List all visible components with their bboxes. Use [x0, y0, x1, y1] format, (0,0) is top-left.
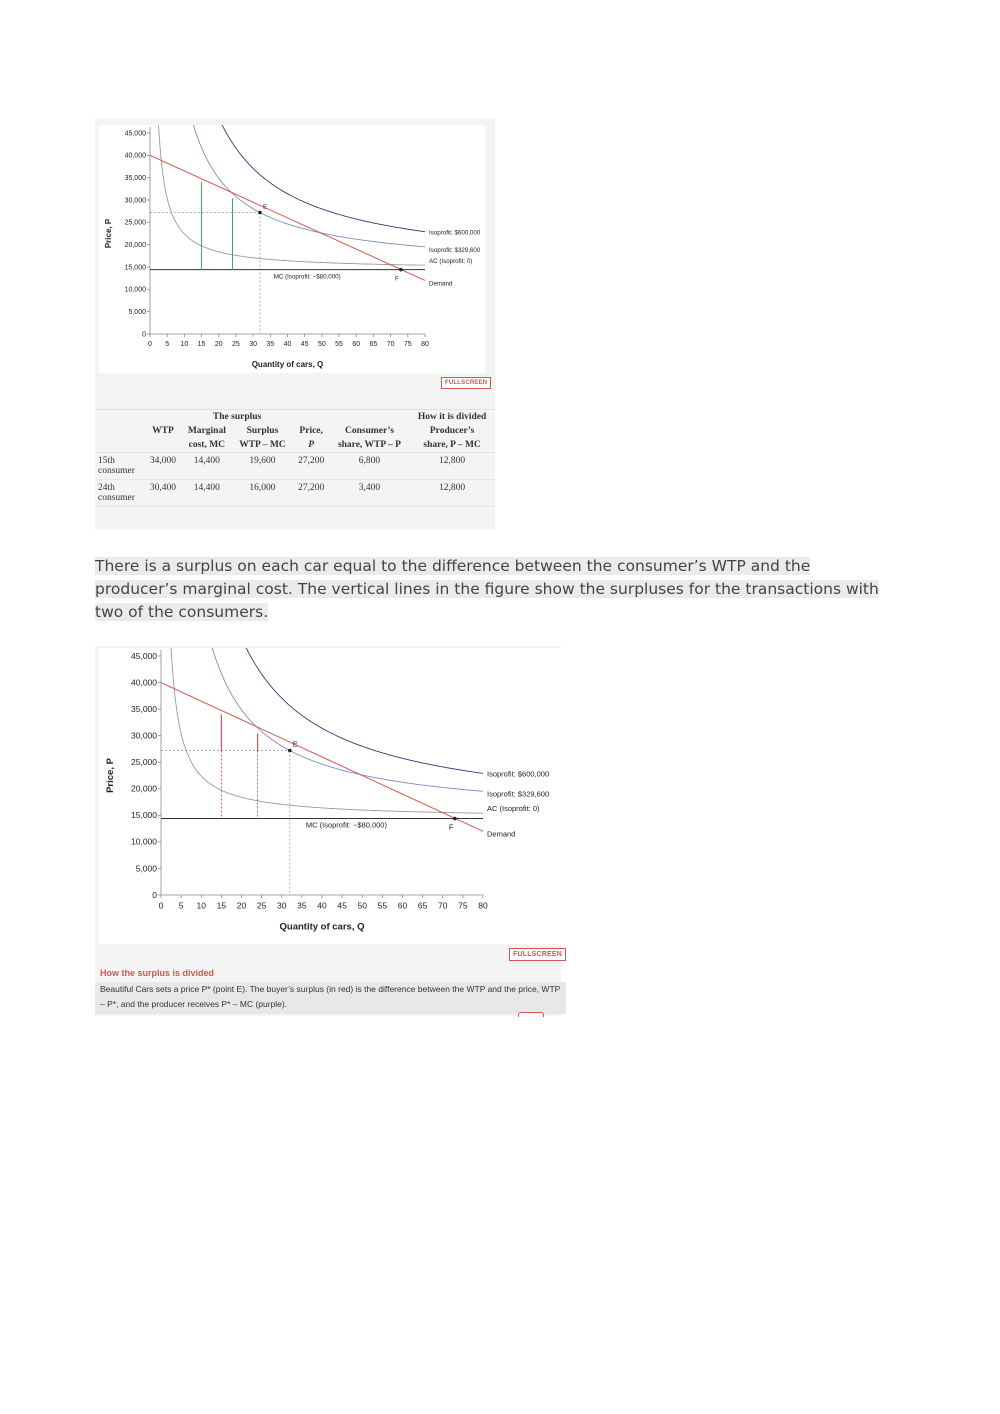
surplus-chart-2	[99, 648, 561, 944]
x-tick-label: 65	[369, 341, 378, 348]
col-surplus-2: WTP – MC	[232, 438, 292, 453]
x-tick-label: 35	[297, 900, 307, 911]
x-tick-label: 5	[178, 900, 184, 911]
y-tick-label: 10,000	[131, 836, 157, 847]
x-tick-label: 5	[165, 341, 170, 348]
cell-consumer: 3,400	[330, 480, 410, 507]
cell-mc: 14,400	[182, 453, 233, 480]
y-tick-label: 15,000	[124, 264, 146, 272]
col-mc-2: cost, MC	[182, 438, 233, 453]
x-tick-label: 20	[236, 900, 247, 911]
isoprofit-600000-curve	[193, 648, 483, 773]
y-tick-label: 15,000	[131, 810, 157, 821]
x-tick-label: 10	[196, 900, 206, 911]
surplus-table	[95, 409, 495, 507]
cell-producer: 12,800	[409, 480, 495, 507]
demand-label: Demand	[429, 280, 453, 288]
x-tick-label: 40	[283, 341, 292, 348]
ac-label: AC (Isoprofit: 0)	[487, 804, 540, 814]
cell-surplus: 19,600	[232, 453, 292, 480]
x-tick-label: 60	[352, 341, 361, 348]
figure-1	[95, 119, 495, 529]
col-surplus: Surplus	[246, 426, 279, 436]
y-tick-label: 0	[152, 889, 157, 900]
point-f	[453, 817, 457, 821]
x-axis-label: Quantity of cars, Q	[279, 921, 365, 933]
point-f-label: F	[394, 275, 399, 283]
x-tick-label: 50	[357, 900, 367, 911]
row-label: 24th	[98, 483, 115, 493]
mc-label: MC (Isoprofit: −$80,000)	[273, 273, 341, 281]
plot-area	[150, 125, 425, 334]
isoprofit-600000-label: Isoprofit: $600,000	[487, 769, 550, 779]
isoprofit-329600-curve	[177, 648, 483, 791]
x-tick-label: 0	[158, 900, 164, 911]
y-tick-label: 10,000	[124, 286, 146, 294]
table-header-2	[95, 438, 495, 453]
x-tick-label: 25	[232, 341, 240, 348]
x-tick-label: 40	[317, 900, 327, 911]
surplus-chart-1	[99, 125, 485, 373]
ac-label: AC (Isoprofit: 0)	[429, 258, 473, 266]
y-axis-label: Price, P	[104, 218, 113, 249]
cell-wtp: 34,000	[144, 453, 181, 480]
cell-price: 27,200	[293, 453, 330, 480]
y-tick-label: 45,000	[124, 130, 146, 138]
x-tick-label: 25	[256, 900, 267, 911]
ac-curve	[167, 648, 483, 813]
row-label: 15th	[98, 456, 115, 466]
demand-label: Demand	[487, 829, 516, 839]
table-row	[95, 453, 495, 480]
x-tick-label: 45	[337, 900, 347, 911]
x-tick-label: 15	[216, 900, 227, 911]
x-tick-label: 70	[438, 900, 448, 911]
col-consumer-2: share, WTP – P	[330, 438, 410, 453]
row-label-2: consumer	[98, 493, 135, 503]
group-header-surplus: The surplus	[182, 410, 293, 425]
cell-surplus: 16,000	[232, 480, 292, 507]
x-tick-label: 70	[386, 341, 395, 348]
x-tick-label: 45	[300, 341, 309, 348]
caption-next-button[interactable]	[518, 1012, 544, 1017]
mc-label: MC (Isoprofit: −$80,000)	[305, 820, 387, 830]
point-f	[399, 268, 403, 272]
isoprofit-329600-curve	[164, 125, 425, 247]
chart-panel-2	[99, 648, 561, 944]
body-paragraph	[95, 555, 885, 624]
demand-curve	[150, 155, 425, 280]
y-tick-label: 20,000	[131, 783, 157, 794]
caption-text: Beautiful Cars sets a price P* (point E). The buyer’s surplus (in red) is the difference between the WTP and the price, WTP – P*, and the producer receives P* – MC (purple).	[95, 982, 566, 1014]
x-tick-label: 30	[277, 900, 287, 911]
point-e	[288, 749, 292, 753]
y-tick-label: 30,000	[124, 197, 146, 205]
y-tick-label: 30,000	[131, 730, 157, 741]
y-tick-label: 35,000	[131, 703, 157, 714]
y-tick-label: 20,000	[124, 242, 146, 249]
cell-producer: 12,800	[409, 453, 495, 480]
x-tick-label: 10	[180, 341, 189, 348]
y-tick-label: 25,000	[124, 219, 146, 227]
figure-2	[95, 646, 561, 1016]
col-consumer: Consumer’s	[344, 426, 394, 436]
y-tick-label: 40,000	[131, 677, 157, 688]
x-tick-label: 80	[421, 341, 429, 348]
plot-area	[161, 648, 483, 895]
table-row	[95, 480, 495, 507]
table-header	[95, 424, 495, 438]
x-tick-label: 35	[266, 341, 275, 348]
cell-mc: 14,400	[182, 480, 233, 507]
x-tick-label: 55	[377, 900, 388, 911]
point-e	[258, 211, 262, 215]
col-wtp: WTP	[152, 426, 174, 436]
x-tick-label: 0	[148, 341, 152, 348]
x-axis-label: Quantity of cars, Q	[251, 360, 324, 369]
col-mc: Marginal	[187, 426, 226, 436]
x-tick-label: 55	[335, 341, 343, 348]
isoprofit-329600-label: Isoprofit: $329,600	[429, 246, 481, 254]
caption-title: How the surplus is divided	[100, 968, 215, 978]
row-label-2: consumer	[98, 466, 135, 476]
x-tick-label: 30	[249, 341, 258, 348]
x-tick-label: 15	[197, 341, 206, 348]
y-tick-label: 40,000	[124, 152, 146, 160]
y-axis-label: Price, P	[105, 758, 116, 793]
cell-wtp: 30,400	[144, 480, 181, 507]
x-tick-label: 75	[458, 900, 468, 911]
x-tick-label: 80	[478, 900, 488, 911]
table-group-header	[95, 410, 495, 425]
y-tick-label: 5,000	[128, 309, 146, 316]
x-tick-label: 50	[317, 341, 326, 348]
isoprofit-329600-label: Isoprofit: $329,600	[487, 789, 550, 799]
col-price: Price,	[299, 426, 323, 436]
x-tick-label: 60	[397, 900, 408, 911]
x-tick-label: 65	[417, 900, 428, 911]
paragraph-text: There is a surplus on each car equal to the difference between the consumer’s WTP and the producer’s marginal cost. The vertical lines in the figure show the surpluses for the transactions with two of the consumers.	[95, 557, 879, 621]
y-tick-label: 35,000	[124, 175, 146, 182]
fullscreen-button[interactable]: FULLSCREEN	[509, 948, 566, 961]
fullscreen-button[interactable]: FULLSCREEN	[441, 377, 491, 389]
y-tick-label: 45,000	[131, 650, 157, 661]
group-header-division: How it is divided	[409, 410, 495, 425]
col-price-2: P	[293, 438, 330, 453]
point-f-label: F	[448, 822, 454, 832]
point-e-label: E	[263, 203, 268, 211]
isoprofit-600000-curve	[178, 125, 426, 232]
col-producer: Producer’s	[429, 426, 475, 436]
isoprofit-600000-label: Isoprofit: $600,000	[429, 229, 481, 237]
cell-price: 27,200	[293, 480, 330, 507]
x-tick-label: 75	[403, 341, 412, 348]
x-tick-label: 20	[214, 341, 223, 348]
point-e-label: E	[292, 739, 298, 749]
col-producer-2: share, P – MC	[409, 438, 495, 453]
y-tick-label: 25,000	[131, 757, 157, 768]
y-tick-label: 5,000	[135, 863, 157, 874]
chart-panel-1	[99, 125, 485, 373]
cell-consumer: 6,800	[330, 453, 410, 480]
y-tick-label: 0	[142, 331, 146, 339]
demand-curve	[161, 683, 483, 832]
